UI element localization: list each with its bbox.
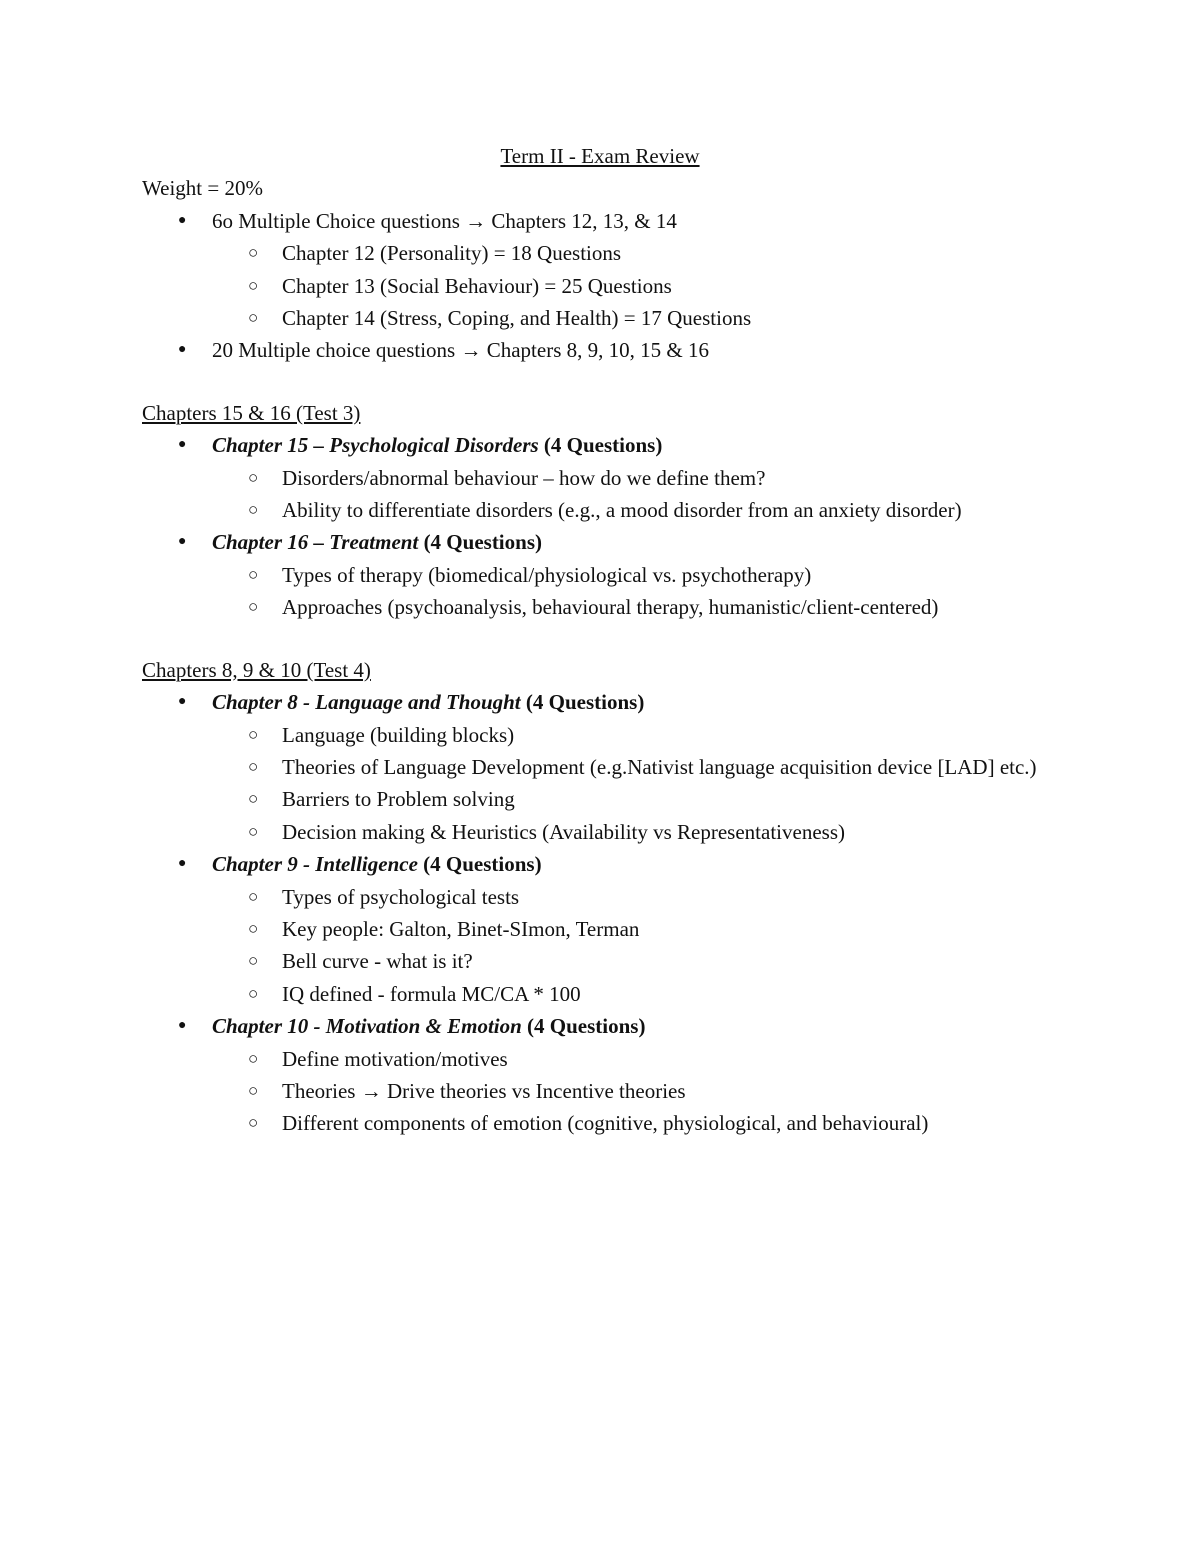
topic-item [212, 494, 1062, 526]
hollow-bullet-icon: ○ [248, 1048, 259, 1068]
chapter-title: Chapter 10 - Motivation & Emotion [212, 1014, 522, 1039]
chapter-list [142, 686, 1062, 1140]
overview-subitem-text: Chapter 12 (Personality) = 18 Questions [282, 241, 622, 266]
filled-bullet-icon: ● [178, 694, 187, 710]
chapter-question-count: (4 Questions) [525, 690, 645, 715]
overview-subitem [212, 270, 1062, 302]
filled-bullet-icon: ● [178, 212, 187, 228]
overview-subitem [212, 237, 1062, 269]
hollow-bullet-icon: ○ [248, 564, 259, 584]
filled-bullet-icon: ● [178, 437, 187, 453]
topic-item [212, 881, 1062, 913]
document-page [142, 140, 1062, 1140]
topic-text: Define motivation/motives [282, 1046, 508, 1071]
topic-text: Theories → Drive theories vs Incentive theories [282, 1078, 686, 1103]
topic-list [142, 881, 1062, 1011]
topic-item [212, 1107, 1062, 1139]
chapter-item [142, 1010, 1062, 1140]
section-heading-test-3: Chapters 15 & 16 (Test 3) [142, 400, 361, 425]
topic-text: Types of therapy (biomedical/physiological vs. psychotherapy) [282, 562, 812, 587]
hollow-bullet-icon: ○ [248, 886, 259, 906]
topic-text: Types of psychological tests [282, 884, 520, 909]
topic-text: Decision making & Heuristics (Availability vs Representativeness) [282, 819, 845, 844]
hollow-bullet-icon: ○ [248, 500, 259, 520]
chapter-item [142, 848, 1062, 1010]
topic-text: Ability to differentiate disorders (e.g., a mood disorder from an anxiety disorder) [282, 498, 962, 523]
document-title: Term II - Exam Review [500, 144, 700, 168]
overview-subitem-text: Chapter 14 (Stress, Coping, and Health) = 17 Questions [282, 306, 752, 331]
overview-item-text: 20 Multiple choice questions → Chapters 8, 9, 10, 15 & 16 [212, 338, 709, 363]
chapter-title: Chapter 15 – Psychological Disorders [212, 433, 539, 458]
topic-item [212, 1043, 1062, 1075]
weight-line: Weight = 20% [142, 176, 263, 201]
overview-item [142, 334, 1062, 366]
overview-list [142, 205, 1062, 367]
filled-bullet-icon: ● [178, 342, 187, 358]
hollow-bullet-icon: ○ [248, 724, 259, 744]
hollow-bullet-icon: ○ [248, 983, 259, 1003]
topic-text: Barriers to Problem solving [282, 787, 515, 812]
filled-bullet-icon: ● [178, 856, 187, 872]
topic-text: Different components of emotion (cognitive, physiological, and behavioural) [282, 1111, 929, 1136]
hollow-bullet-icon: ○ [248, 821, 259, 841]
filled-bullet-icon: ● [178, 534, 187, 550]
topic-item [212, 559, 1062, 591]
topic-text: Bell curve - what is it? [282, 949, 473, 974]
topic-item [212, 1075, 1062, 1107]
chapter-item [142, 429, 1062, 526]
chapter-question-count: (4 Questions) [423, 852, 542, 877]
hollow-bullet-icon: ○ [248, 918, 259, 938]
topic-text: Key people: Galton, Binet-SImon, Terman [282, 916, 640, 941]
overview-sublist [142, 237, 1062, 334]
chapter-title: Chapter 9 - Intelligence [212, 852, 418, 877]
topic-item [212, 751, 1062, 783]
chapter-title: Chapter 8 - Language and Thought [212, 690, 521, 715]
overview-subitem [212, 302, 1062, 334]
topic-item [212, 816, 1062, 848]
hollow-bullet-icon: ○ [248, 275, 259, 295]
topic-list [142, 559, 1062, 624]
chapter-list [142, 429, 1062, 623]
chapter-question-count: (4 Questions) [423, 530, 542, 555]
hollow-bullet-icon: ○ [248, 597, 259, 617]
chapter-title: Chapter 16 – Treatment [212, 530, 419, 555]
topic-item [212, 945, 1062, 977]
topic-item [212, 719, 1062, 751]
chapter-question-count: (4 Questions) [543, 433, 663, 458]
topic-item [212, 978, 1062, 1010]
topic-text: Language (building blocks) [282, 722, 515, 747]
topic-text: IQ defined - formula MC/CA * 100 [282, 981, 581, 1006]
overview-subitem-text: Chapter 13 (Social Behaviour) = 25 Questions [282, 273, 672, 298]
section-heading-test-4: Chapters 8, 9 & 10 (Test 4) [142, 657, 371, 682]
topic-item [212, 783, 1062, 815]
hollow-bullet-icon: ○ [248, 951, 259, 971]
hollow-bullet-icon: ○ [248, 756, 259, 776]
chapter-item [142, 526, 1062, 623]
topic-list [142, 1043, 1062, 1140]
hollow-bullet-icon: ○ [248, 308, 259, 328]
topic-text: Theories of Language Development (e.g.Nativist language acquisition device [LAD] etc.) [282, 754, 1037, 779]
hollow-bullet-icon: ○ [248, 1080, 259, 1100]
filled-bullet-icon: ● [178, 1018, 187, 1034]
topic-text: Disorders/abnormal behaviour – how do we define them? [282, 465, 766, 490]
topic-text: Approaches (psychoanalysis, behavioural therapy, humanistic/client-centered) [282, 595, 939, 620]
overview-item-text: 6o Multiple Choice questions → Chapters 12, 13, & 14 [212, 208, 677, 233]
chapter-question-count: (4 Questions) [527, 1014, 646, 1039]
topic-list [142, 719, 1062, 849]
overview-item [142, 205, 1062, 335]
topic-list [142, 462, 1062, 527]
hollow-bullet-icon: ○ [248, 467, 259, 487]
chapter-item [142, 686, 1062, 848]
hollow-bullet-icon: ○ [248, 1113, 259, 1133]
topic-item [212, 913, 1062, 945]
topic-item [212, 462, 1062, 494]
hollow-bullet-icon: ○ [248, 243, 259, 263]
topic-item [212, 591, 1062, 623]
hollow-bullet-icon: ○ [248, 789, 259, 809]
